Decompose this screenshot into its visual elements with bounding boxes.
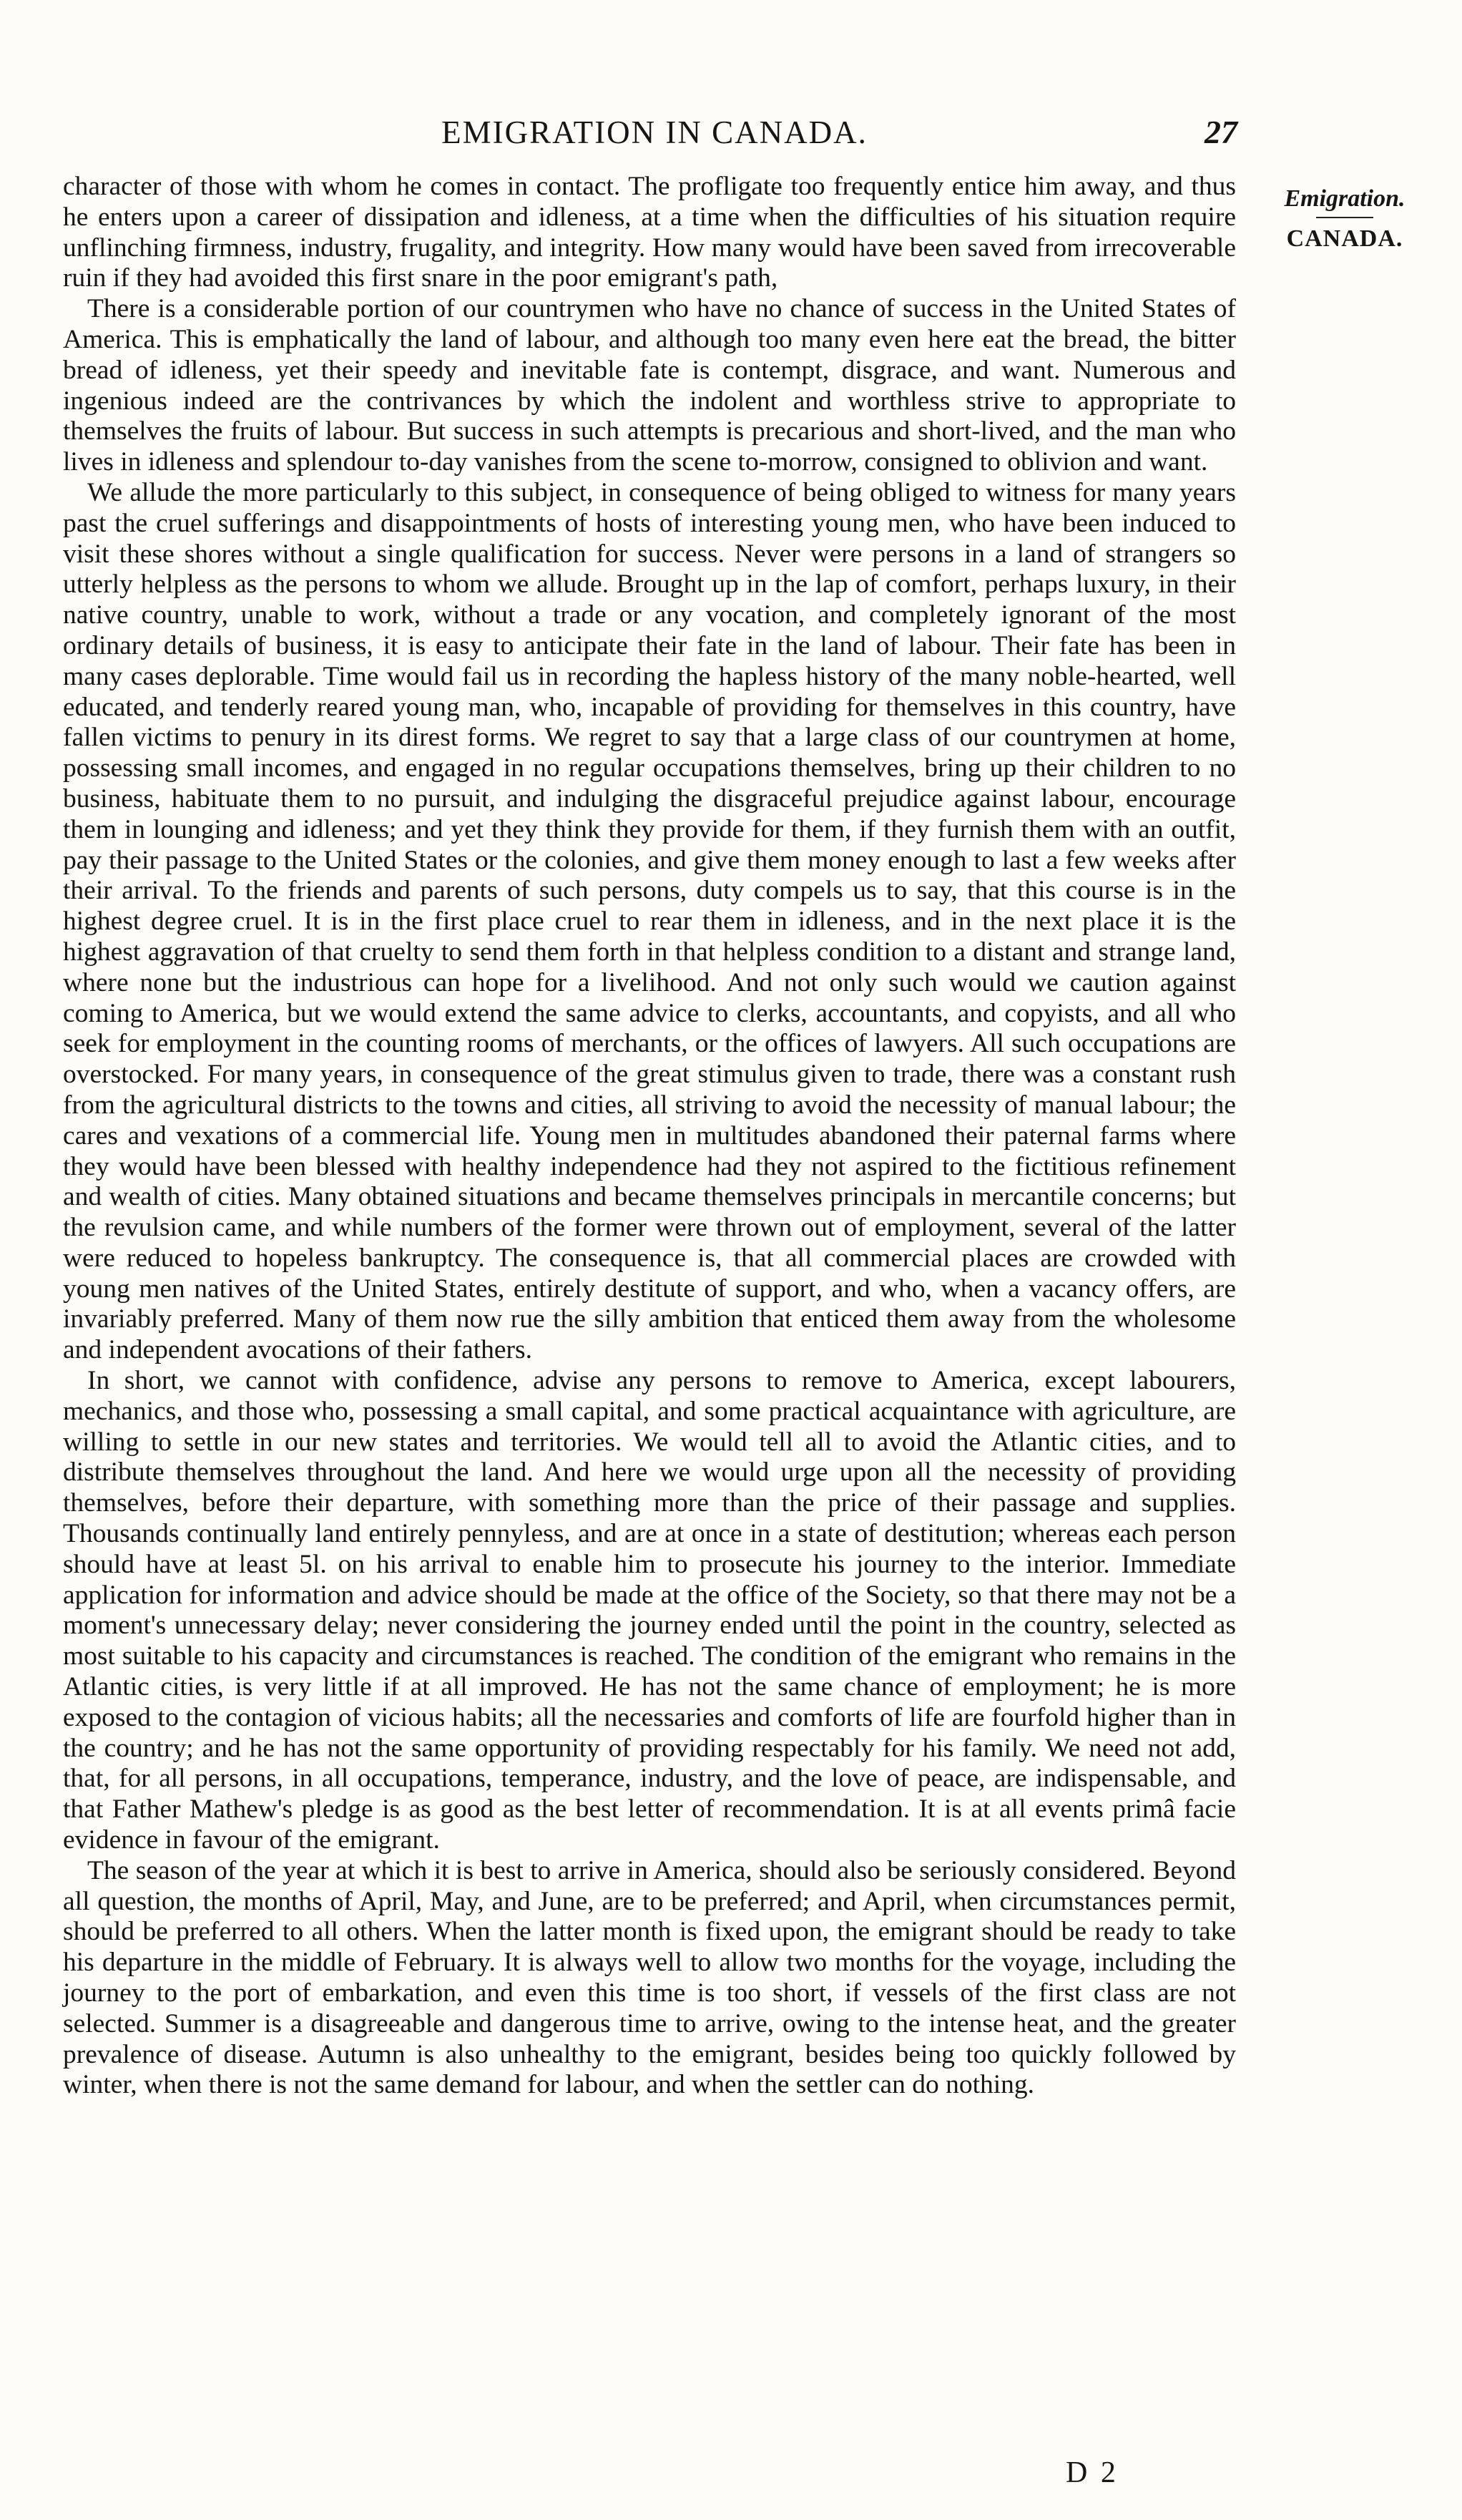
paragraph: The season of the year at which it is best to arrive in America, should also be seriously considered. Beyond all question, the months of April, May, and June, are to be preferred; and April, when circumstances permit, should be preferred to all others. When the latter month is fixed upon, the emigrant should be ready to take his departure in the middle of February. It is always well to allow two months for the voyage, including the journey to the port of embarkation, and even this time is too short, if vessels of the first class are not selected. Summer is a disagreeable and dangerous time to arrive, owing to the intense heat, and the greater prevalence of disease. Autumn is also unhealthy to the emigrant, besides being too quickly followed by winter, when there is not the same demand for labour, and when the settler can do nothing.: [63, 1855, 1236, 2100]
margin-rule: [1316, 217, 1373, 218]
signature-mark: D 2: [1066, 2456, 1119, 2489]
body-text: [63, 172, 1236, 2101]
page-header: [72, 107, 1237, 157]
margin-note-country: CANADA.: [1286, 225, 1403, 252]
margin-note-section: Emigration.: [1284, 185, 1405, 212]
paragraph-continued: character of those with whom he comes in contact. The profligate too frequently entice him away, and thus he enters upon a career of dissipation and idleness, at a time when the difficulties of his situation require unflinching firmness, industry, frugality, and integrity. How many would have been saved from irrecoverable ruin if they had avoided this first snare in the poor emigrant's path,: [63, 172, 1236, 293]
paragraph: In short, we cannot with confidence, advise any persons to remove to America, except labourers, mechanics, and those who, possessing a small capital, and some practical acquaintance with agriculture, are willing to settle in our new states and territories. We would tell all to avoid the Atlantic cities, and to distribute themselves throughout the land. And here we would urge upon all the necessity of providing themselves, before their departure, with something more than the price of their passage and supplies. Thousands continually land entirely pennyless, and are at once in a state of destitution; whereas each person should have at least 5l. on his arrival to enable him to prosecute his journey to the interior. Immediate application for information and advice should be made at the office of the Society, so that there may not be a moment's unnecessary delay; never considering the journey ended until the point in the country, selected as most suitable to his capacity and circumstances is reached. The condition of the emigrant who remains in the Atlantic cities, is very little if at all improved. He has not the same chance of employment; he is more exposed to the contagion of vicious habits; all the necessaries and comforts of life are fourfold higher than in the country; and he has not the same opportunity of providing respectably for his family. We need not add, that, for all persons, in all occupations, temperance, industry, and the love of peace, are indispensable, and that Father Mathew's pledge is as good as the best letter of recommendation. It is at all events primâ facie evidence in favour of the emigrant.: [63, 1366, 1236, 1855]
page-number: 27: [1205, 114, 1237, 150]
paragraph: We allude the more particularly to this subject, in consequence of being obliged to witness for many years past the cruel sufferings and disappointments of hosts of interesting young men, who have been induced to visit these shores without a single qualification for success. Never were persons in a land of strangers so utterly helpless as the persons to whom we allude. Brought up in the lap of comfort, perhaps luxury, in their native country, unable to work, without a trade or any vocation, and completely ignorant of the most ordinary details of business, it is easy to anticipate their fate in the land of labour. Their fate has been in many cases deplorable. Time would fail us in recording the hapless history of the many noble-hearted, well educated, and tenderly reared young man, who, incapable of providing for themselves in this country, have fallen victims to penury in its direst forms. We regret to say that a large class of our countrymen at home, possessing small incomes, and engaged in no regular occupations themselves, bring up their children to no business, habituate them to no pursuit, and indulging the disgraceful prejudice against labour, encourage them in lounging and idleness; and yet they think they provide for them, if they furnish them with an outfit, pay their passage to the United States or the colonies, and give them money enough to last a few weeks after their arrival. To the friends and parents of such persons, duty compels us to say, that this course is in the highest degree cruel. It is in the first place cruel to rear them in idleness, and in the next place it is the highest aggravation of that cruelty to send them forth in that helpless condition to a distant and strange land, where none but the industrious can hope for a livelihood. And not only such would we caution against coming to America, but we would extend the same advice to clerks, accountants, and copyists, and all who seek for employment in the counting rooms of merchants, or the offices of lawyers. All such occupations are overstocked. For many years, in consequence of the great stimulus given to trade, there was a constant rush from the agricultural districts to the towns and cities, all striving to avoid the necessity of manual labour; the cares and vexations of a commercial life. Young men in multitudes abandoned their paternal farms where they would have been blessed with healthy independence had they not aspired to the fictitious refinement and wealth of cities. Many obtained situations and became themselves principals in mercantile concerns; but the revulsion came, and while numbers of the former were thrown out of employment, several of the latter were reduced to hopeless bankruptcy. The consequence is, that all commercial places are crowded with young men natives of the United States, entirely destitute of support, and who, when a vacancy offers, are invariably preferred. Many of them now rue the silly ambition that enticed them away from the wholesome and independent avocations of their fathers.: [63, 477, 1236, 1365]
paragraph: There is a considerable portion of our countrymen who have no chance of success in the United States of America. This is emphatically the land of labour, and although too many even here eat the bread, the bitter bread of idleness, yet their speedy and inevitable fate is contempt, disgrace, and want. Numerous and ingenious indeed are the contrivances by which the indolent and worthless strive to appropriate to themselves the fruits of labour. But success in such attempts is precarious and short-lived, and the man who lives in idleness and splendour to-day vanishes from the scene to-morrow, consigned to oblivion and want.: [63, 294, 1236, 477]
running-title: EMIGRATION IN CANADA.: [441, 114, 868, 150]
margin-notes: [1262, 182, 1427, 255]
